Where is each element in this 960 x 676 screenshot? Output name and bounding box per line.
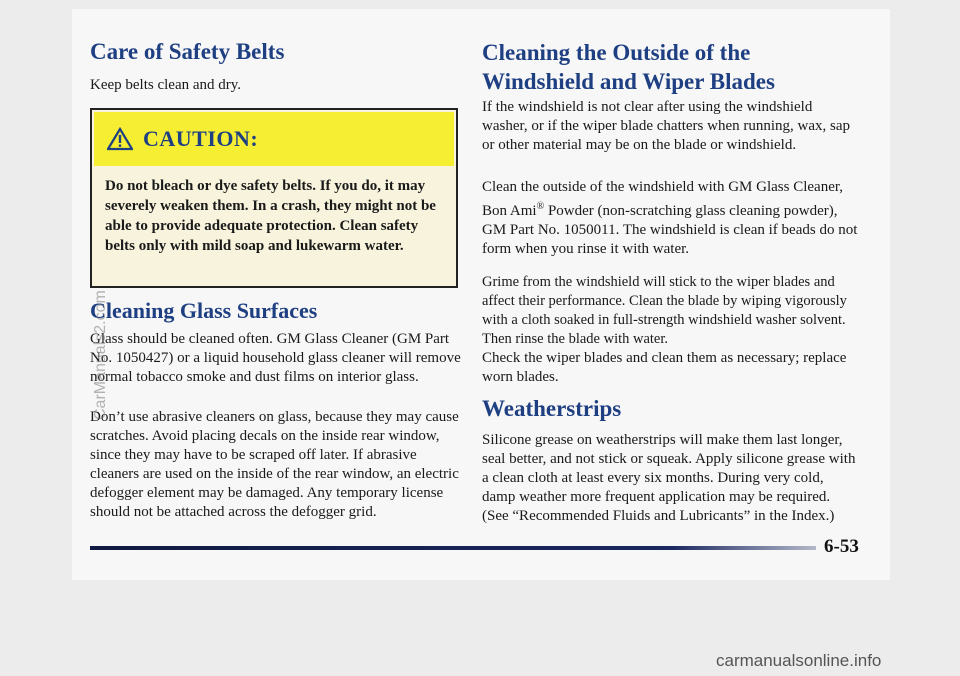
warning-triangle-icon	[107, 127, 133, 151]
care-section	[90, 38, 462, 95]
windshield-paragraph-1: If the windshield is not clear after using the windshield washer, or if the wiper blade chatters when running, wax, sap or other material may be on the blade or windshield.	[482, 99, 851, 153]
windshield-paragraph-2-end: Powder (non-scratching glass cleaning powder), GM Part No. 1050011. The windshield is clean if beads do not form when you rinse it with water.	[482, 203, 858, 257]
caution-header	[107, 126, 258, 152]
glass-heading: Cleaning Glass Surfaces	[90, 298, 318, 323]
footer-url: carmanualsonline.info	[716, 651, 882, 670]
page-number: 6-53	[824, 536, 859, 557]
windshield-section	[482, 38, 858, 96]
windshield-heading: Cleaning the Outside of the Windshield and Wiper Blades	[482, 40, 775, 94]
glass-paragraph-1: Glass should be cleaned often. GM Glass Cleaner (GM Part No. 1050427) or a liquid household glass cleaner will remove normal tobacco smoke and dust films on interior glass.	[90, 331, 461, 385]
windshield-paragraph-2-start: Clean the outside of the windshield with GM Glass Cleaner, Bon Ami	[482, 179, 844, 219]
windshield-paragraph-3: Grime from the windshield will stick to the wiper blades and affect their performance. Clean the blade by wiping vigorously with a cloth soaked in full-strength windshield washer solvent. Then rinse the blade with water.	[482, 274, 847, 347]
registered-mark: ®	[536, 201, 545, 212]
footer-rule	[90, 546, 816, 550]
care-heading: Care of Safety Belts	[90, 39, 285, 64]
side-watermark	[92, 400, 110, 420]
caution-bar	[94, 112, 454, 166]
weatherstrips-heading: Weatherstrips	[482, 396, 622, 421]
care-text: Keep belts clean and dry.	[90, 77, 242, 93]
windshield-paragraph-4: Check the wiper blades and clean them as necessary; replace worn blades.	[482, 350, 847, 385]
weatherstrips-paragraph: Silicone grease on weatherstrips will make them last longer, seal better, and not stick or squeak. Apply silicone grease with a clean cloth at least every six months. During very cold, damp weather more frequent application may be required. (See “Recommended Fluids and Lubricants” in the Index.)	[482, 432, 856, 524]
windshield-paragraph-2	[482, 178, 858, 259]
caution-title: CAUTION:	[143, 126, 259, 151]
caution-box	[90, 108, 458, 288]
glass-paragraph-2: Don’t use abrasive cleaners on glass, because they may cause scratches. Avoid placing decals on the inside rear window, since they may have to be scraped off later. If abrasive cleaners are used on the inside of the rear window, an electric defogger element may be damaged. Any temporary license should not be attached across the defogger grid.	[90, 409, 459, 520]
caution-text: Do not bleach or dye safety belts. If you do, it may severely weaken them. In a crash, they might not be able to provide adequate protection. Clean safety belts only with mild soap and lukewarm water.	[105, 178, 436, 254]
